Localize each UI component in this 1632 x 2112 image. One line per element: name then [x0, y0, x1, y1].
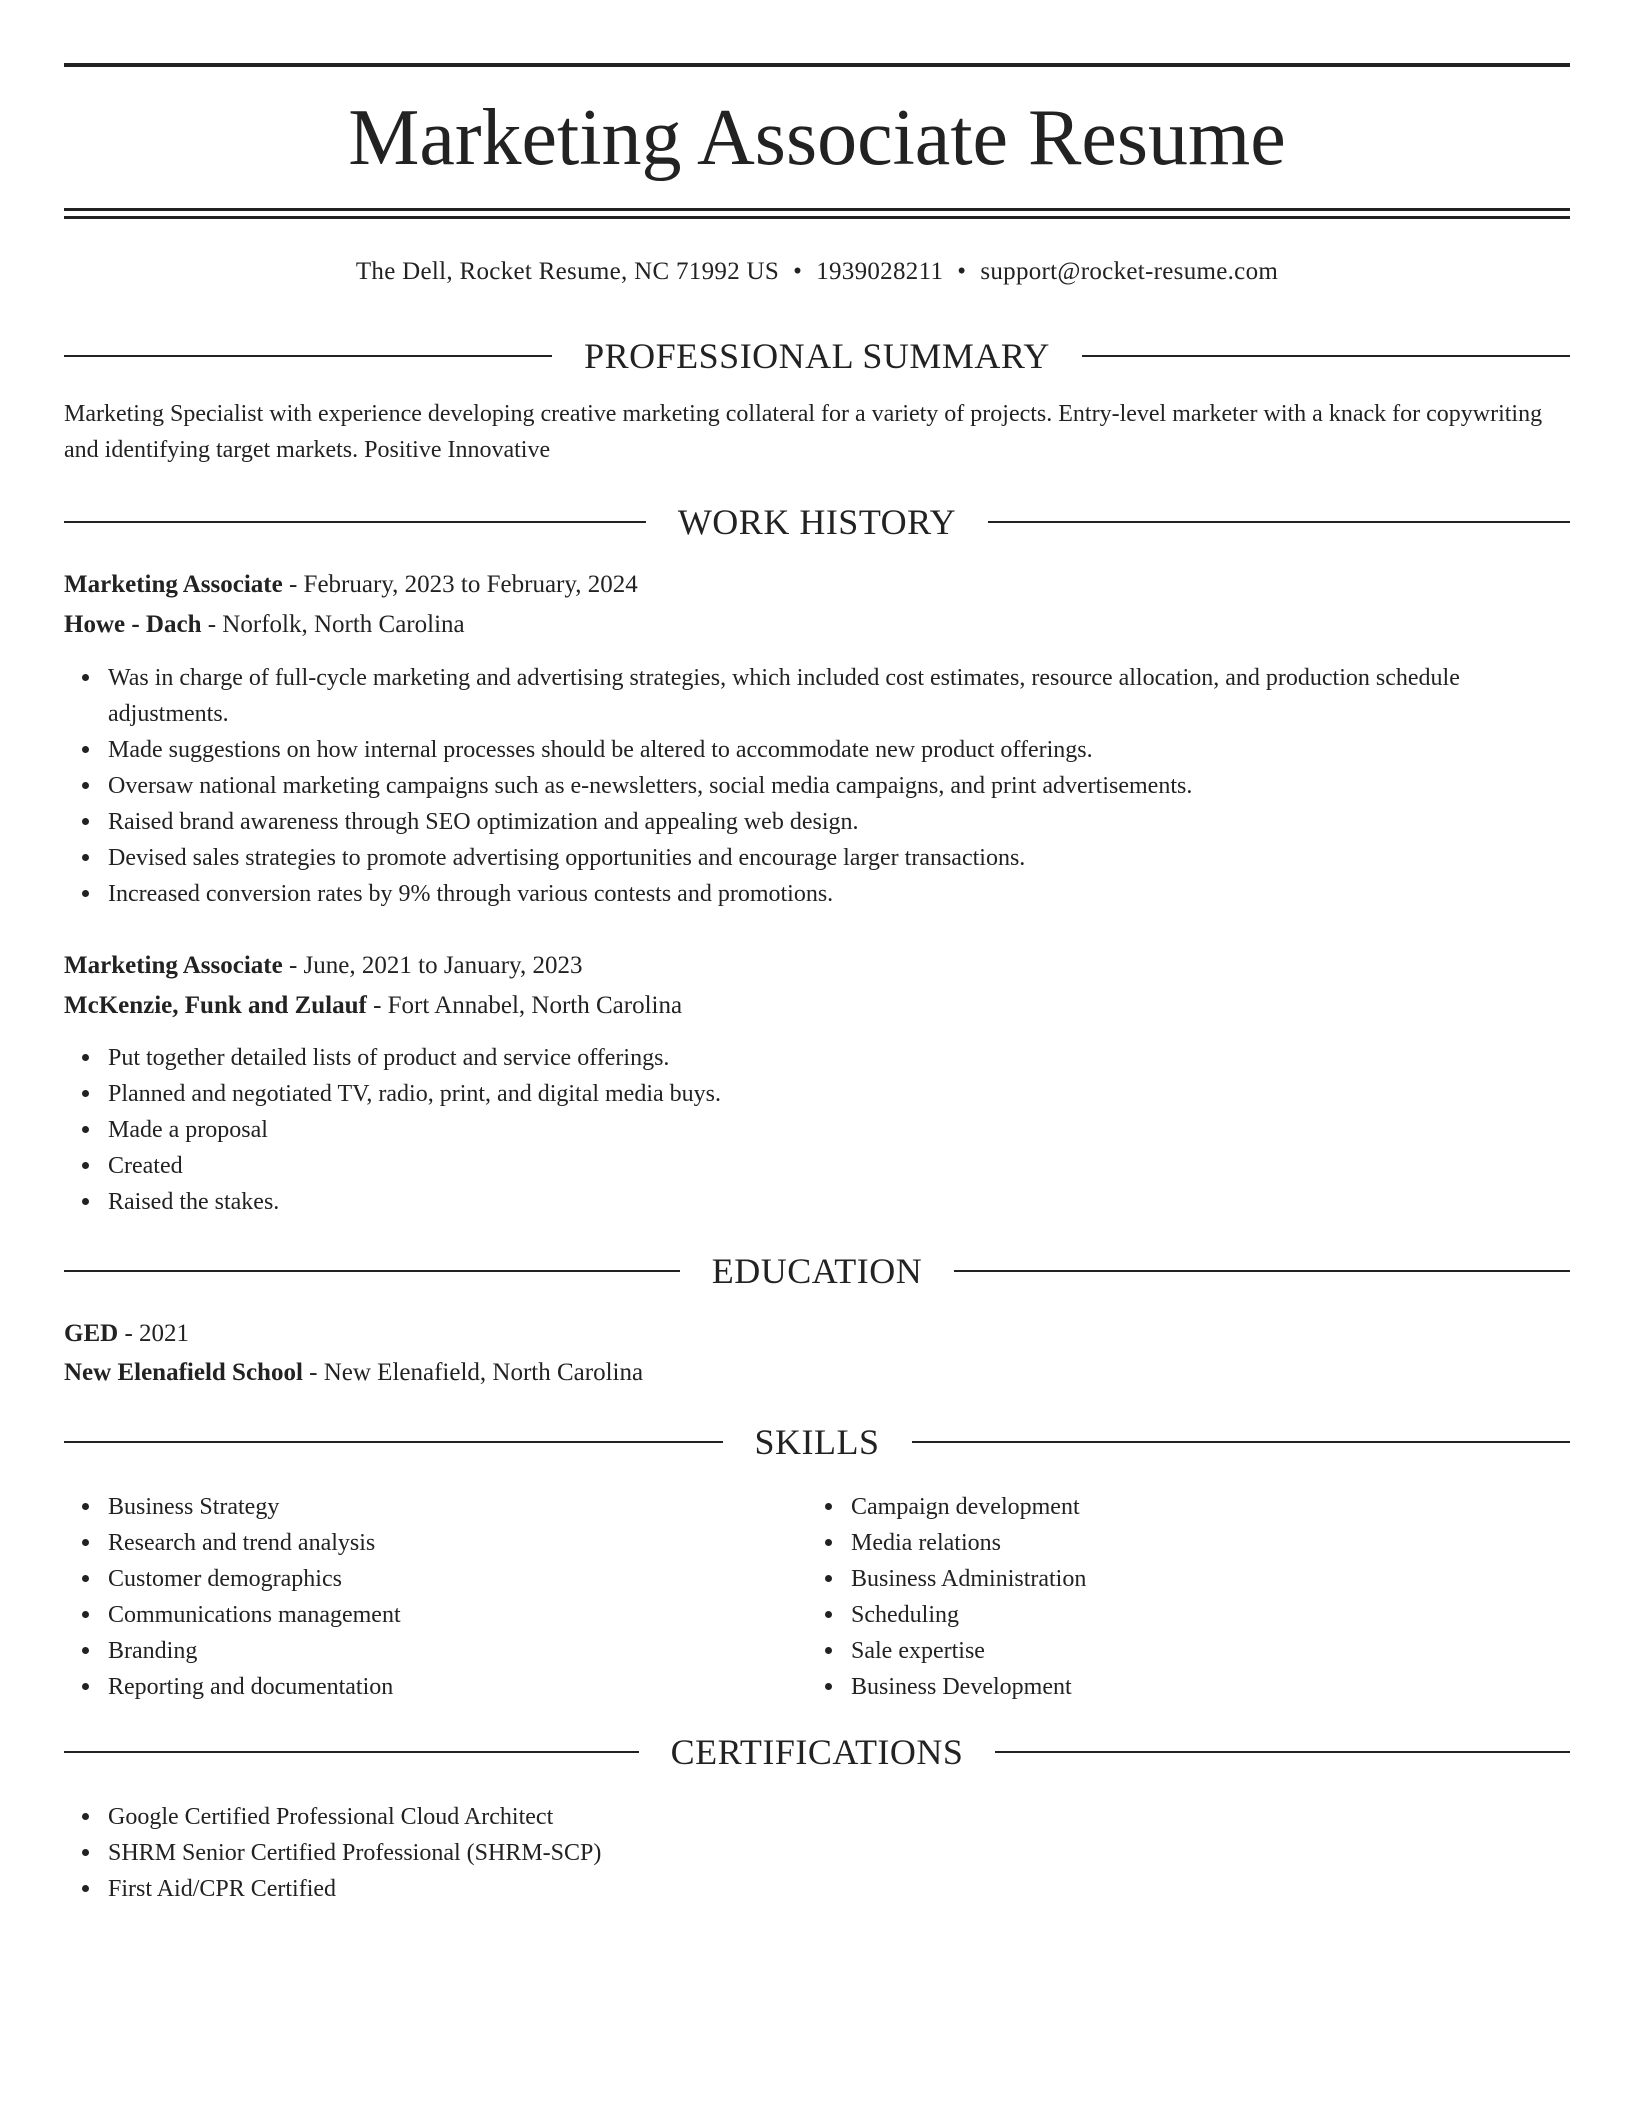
list-item: Created: [108, 1148, 1570, 1184]
job-company-line: [64, 607, 1570, 643]
section-title: CERTIFICATIONS: [670, 1732, 964, 1772]
list-item: Media relations: [851, 1525, 1551, 1561]
job-title-line: [64, 567, 1570, 603]
list-item: Raised the stakes.: [108, 1184, 1570, 1220]
list-item: Business Development: [851, 1669, 1551, 1705]
section-title: EDUCATION: [711, 1251, 923, 1291]
list-item: Customer demographics: [108, 1561, 808, 1597]
list-item: Branding: [108, 1633, 808, 1669]
skills-list-right: [807, 1489, 1551, 1705]
job-company-line: [64, 988, 1570, 1024]
section-title: WORK HISTORY: [677, 502, 957, 542]
education-school: New Elenafield School: [64, 1359, 303, 1386]
section-heading-summary: [64, 334, 1570, 378]
job-company: McKenzie, Funk and Zulauf: [64, 992, 367, 1019]
list-item: Reporting and documentation: [108, 1669, 808, 1705]
list-item: Was in charge of full-cycle marketing and advertising strategies, which included cost estimates, resource allocation, and production schedule adjustments.: [108, 660, 1570, 732]
resume-title: Marketing Associate Resume: [348, 94, 1286, 182]
heading-rule: [995, 1751, 1570, 1753]
heading-rule: [954, 1270, 1570, 1272]
education-degree-line: [64, 1316, 1570, 1352]
list-item: Made suggestions on how internal processes should be altered to accommodate new product offerings.: [108, 732, 1570, 768]
header-top-rule: [64, 63, 1570, 67]
job-dates: - June, 2021 to January, 2023: [282, 952, 583, 979]
job-location: - Fort Annabel, North Carolina: [366, 992, 683, 1019]
header-double-rule-lower: [64, 216, 1570, 219]
list-item: Business Administration: [851, 1561, 1551, 1597]
job-bullet-list: [64, 660, 1570, 912]
list-item: Google Certified Professional Cloud Architect: [108, 1799, 1570, 1835]
job-dates: - February, 2023 to February, 2024: [282, 571, 638, 598]
list-item: Scheduling: [851, 1597, 1551, 1633]
contact-separator: •: [957, 258, 967, 285]
list-item: Raised brand awareness through SEO optimization and appealing web design.: [108, 804, 1570, 840]
list-item: Devised sales strategies to promote advertising opportunities and encourage larger transactions.: [108, 840, 1570, 876]
contact-phone: 1939028211: [816, 258, 944, 285]
list-item: Oversaw national marketing campaigns such as e-newsletters, social media campaigns, and print advertisements.: [108, 768, 1570, 804]
contact-address: The Dell, Rocket Resume, NC 71992 US: [355, 258, 780, 285]
list-item: First Aid/CPR Certified: [108, 1871, 1570, 1907]
section-title: SKILLS: [754, 1422, 880, 1462]
section-heading-work-history: [64, 500, 1570, 544]
job-title: Marketing Associate: [64, 952, 283, 979]
education-location: - New Elenafield, North Carolina: [302, 1359, 644, 1386]
heading-rule: [1082, 355, 1570, 357]
contact-line: [64, 255, 1570, 289]
heading-rule: [64, 355, 552, 357]
education-school-line: [64, 1355, 1570, 1391]
education-degree: GED: [64, 1320, 119, 1347]
heading-rule: [64, 1441, 723, 1443]
list-item: Research and trend analysis: [108, 1525, 808, 1561]
contact-email: support@rocket-resume.com: [980, 258, 1279, 285]
job-company: Howe - Dach: [64, 611, 202, 638]
list-item: Made a proposal: [108, 1112, 1570, 1148]
job-location: - Norfolk, North Carolina: [201, 611, 465, 638]
list-item: Campaign development: [851, 1489, 1551, 1525]
summary-text: Marketing Specialist with experience developing creative marketing collateral for a variety of projects. Entry-level marketer with a knack for copywriting and identifying target markets. Positive Innovative: [64, 401, 1543, 463]
job-bullet-list: [64, 1040, 1570, 1220]
heading-rule: [64, 521, 646, 523]
job-title: Marketing Associate: [64, 571, 283, 598]
heading-rule: [64, 1270, 680, 1272]
contact-separator: •: [793, 258, 803, 285]
heading-rule: [64, 1751, 639, 1753]
section-heading-education: [64, 1249, 1570, 1293]
list-item: Sale expertise: [851, 1633, 1551, 1669]
section-heading-skills: [64, 1420, 1570, 1464]
skills-list-left: [64, 1489, 808, 1705]
header-double-rule-upper: [64, 208, 1570, 211]
list-item: Planned and negotiated TV, radio, print, and digital media buys.: [108, 1076, 1570, 1112]
education-year: - 2021: [118, 1320, 190, 1347]
list-item: SHRM Senior Certified Professional (SHRM-SCP): [108, 1835, 1570, 1871]
heading-rule: [912, 1441, 1571, 1443]
job-title-line: [64, 948, 1570, 984]
certifications-list: [64, 1799, 1570, 1907]
list-item: Increased conversion rates by 9% through various contests and promotions.: [108, 876, 1570, 912]
list-item: Communications management: [108, 1597, 808, 1633]
list-item: Business Strategy: [108, 1489, 808, 1525]
list-item: Put together detailed lists of product and service offerings.: [108, 1040, 1570, 1076]
section-heading-certifications: [64, 1730, 1570, 1774]
heading-rule: [988, 521, 1570, 523]
section-title: PROFESSIONAL SUMMARY: [584, 336, 1050, 376]
